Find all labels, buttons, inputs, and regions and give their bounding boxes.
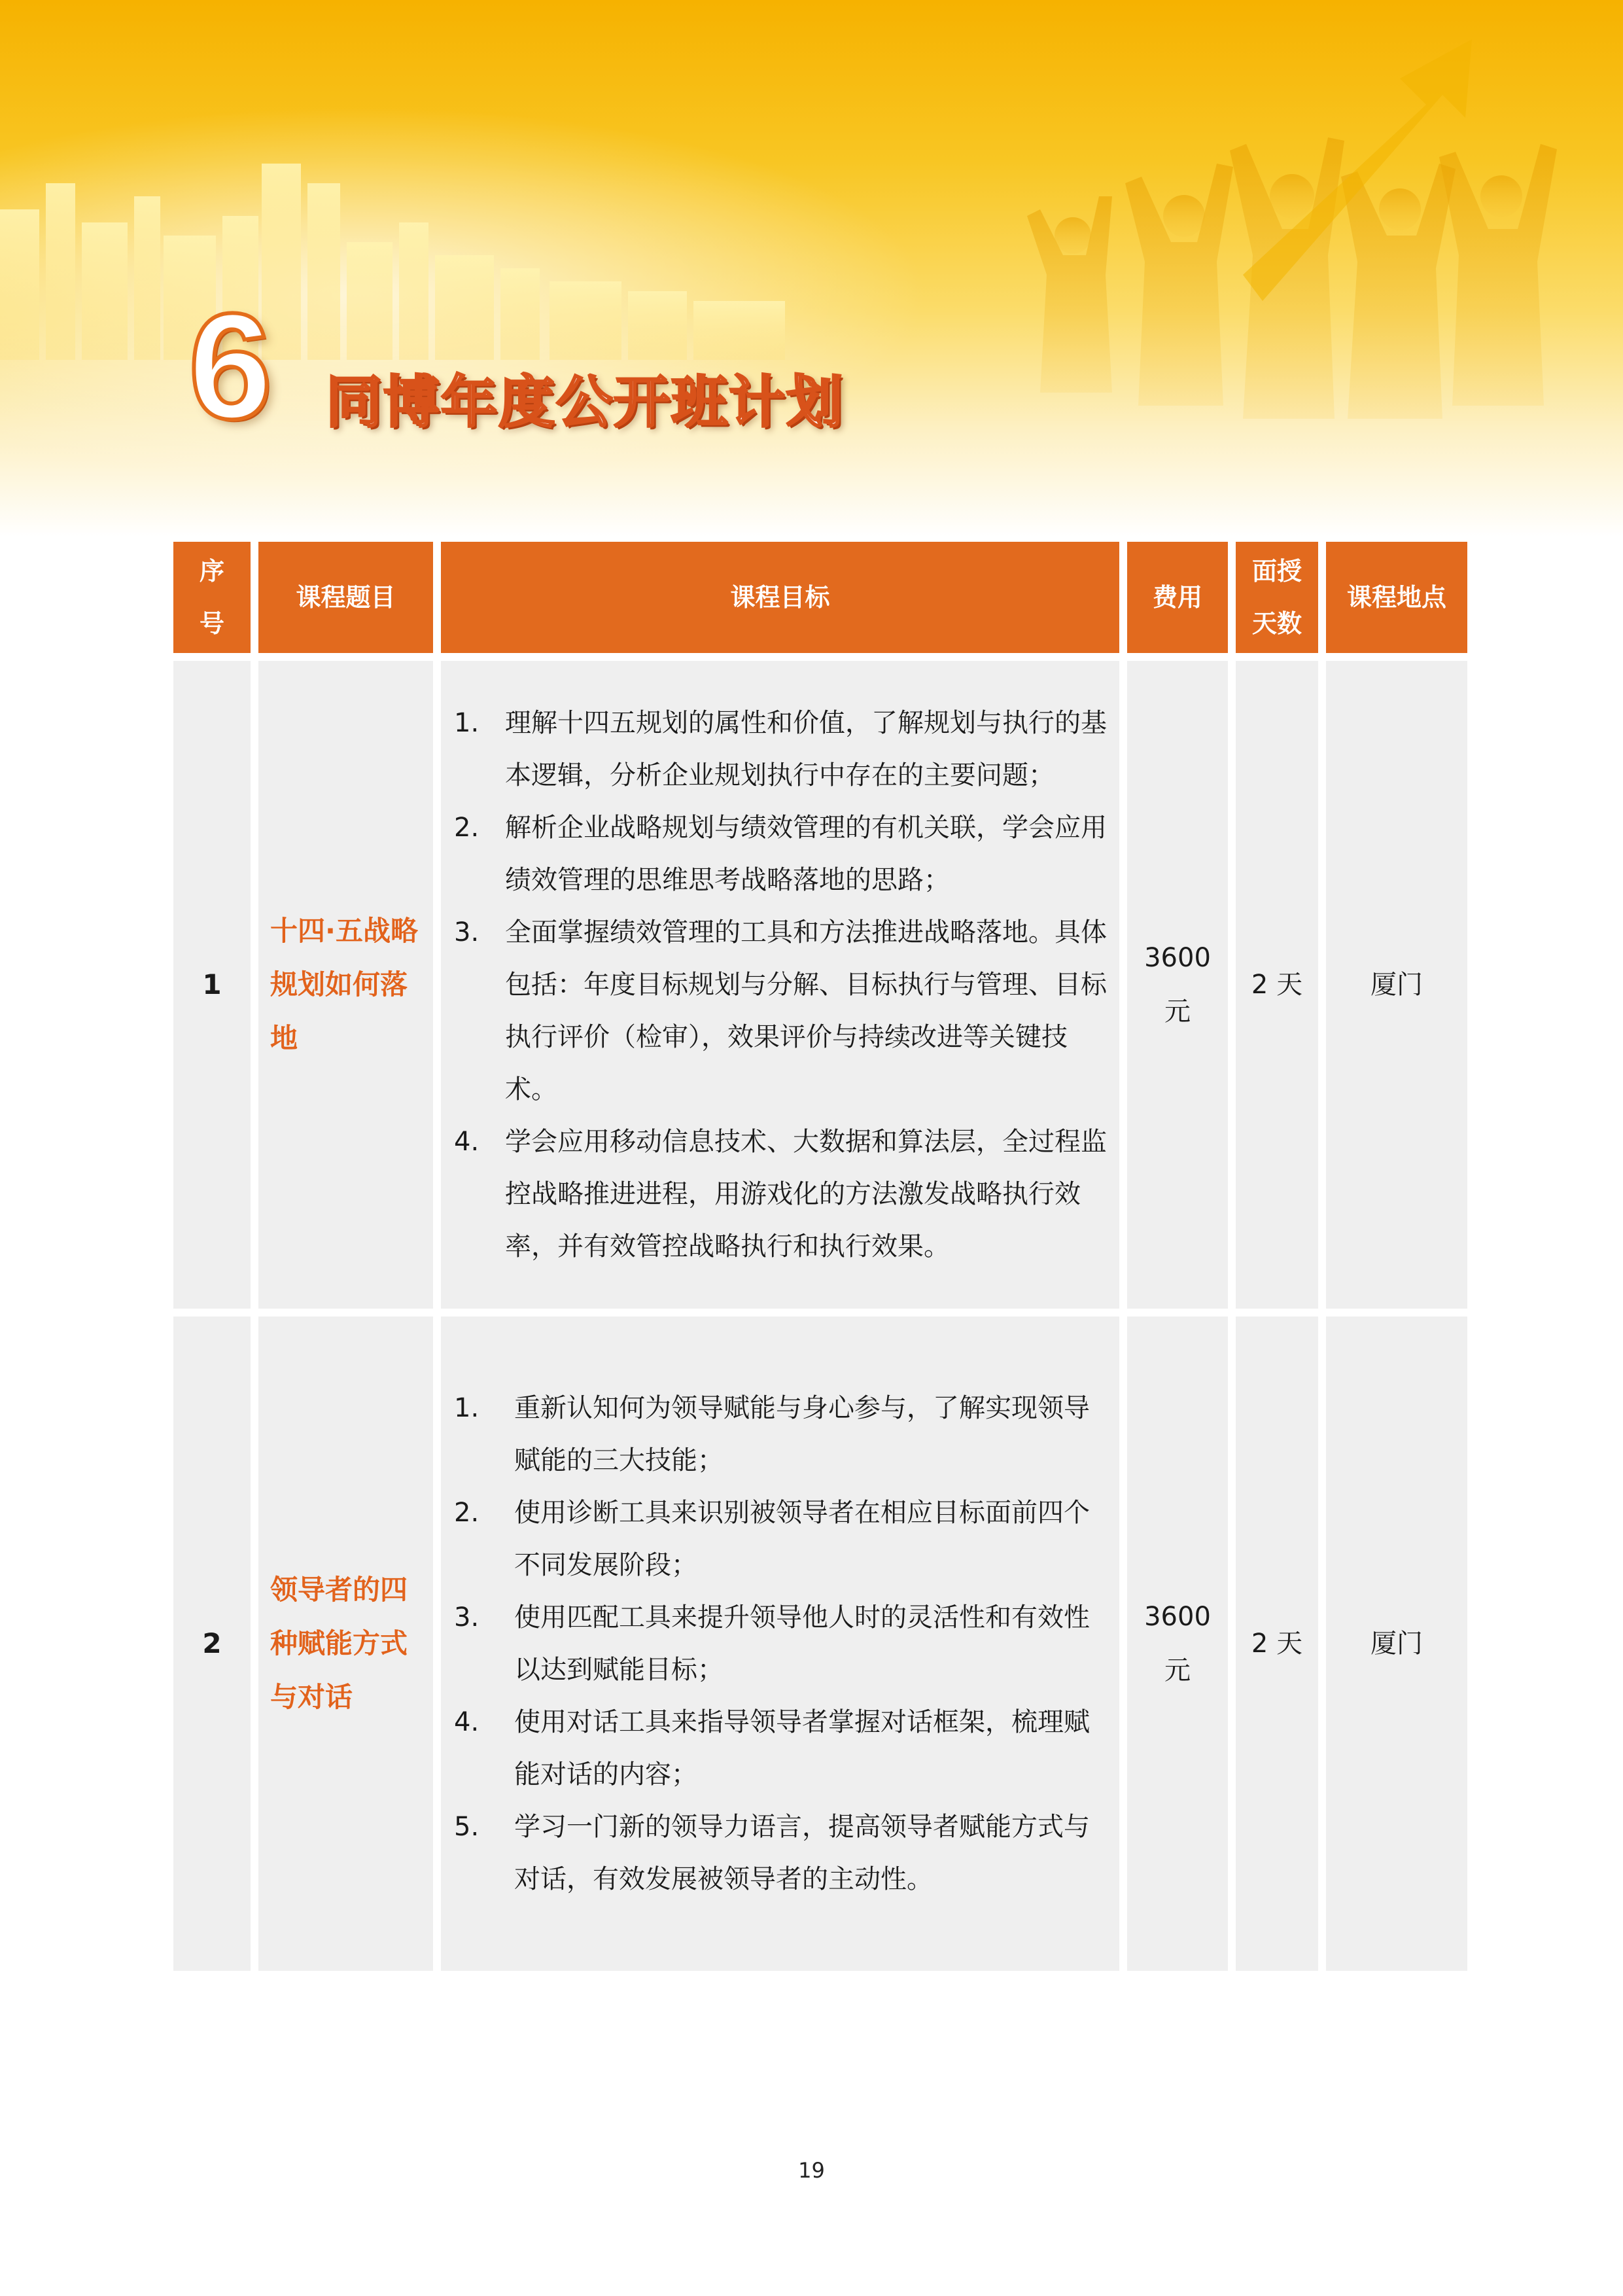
goal-text: 使用对话工具来指导领导者掌握对话框架，梳理赋能对话的内容； (514, 1707, 1090, 1790)
row1-fee (1127, 661, 1228, 1309)
goal-item (454, 1801, 1108, 1905)
goal-number: 5. (454, 1812, 480, 1842)
row2-location: 厦门 (1326, 1316, 1467, 1971)
header-days (1236, 542, 1318, 653)
goal-text: 解析企业战略规划与绩效管理的有机关联，学会应用绩效管理的思维思考战略落地的思路； (505, 813, 1107, 895)
goal-item (454, 1591, 1108, 1696)
row1-fee-value: 3600元 (1144, 943, 1211, 1027)
row2-days: 2 天 (1236, 1316, 1318, 1971)
header-index-label: 序号 (199, 557, 224, 638)
goal-item (454, 906, 1108, 1116)
row1-goal-list (454, 697, 1108, 1273)
goal-text: 学会应用移动信息技术、大数据和算法层，全过程监控战略推进进程，用游戏化的方法激发战略执行效率，并有效管控战略执行和执行效果。 (505, 1127, 1107, 1262)
course-schedule-table (173, 542, 1449, 1971)
header-banner (0, 0, 1623, 537)
header-goals: 课程目标 (441, 542, 1119, 653)
page-number: 19 (798, 2158, 825, 2183)
header-course: 课程题目 (258, 542, 433, 653)
header-location: 课程地点 (1326, 542, 1467, 653)
row1-goals (441, 661, 1119, 1309)
section-number: 6 (188, 282, 272, 450)
row2-fee-value: 3600元 (1144, 1602, 1211, 1686)
row2-course-title: 领导者的四种赋能方式与对话 (258, 1316, 433, 1971)
goal-number: 4. (454, 1127, 480, 1157)
row2-index: 2 (173, 1316, 251, 1971)
goal-text: 学习一门新的领导力语言，提高领导者赋能方式与对话，有效发展被领导者的主动性。 (514, 1812, 1090, 1894)
row2-fee (1127, 1316, 1228, 1971)
goal-number: 3. (454, 917, 480, 947)
goal-number: 4. (454, 1707, 480, 1737)
section-title: 同博年度公开班计划 (326, 370, 844, 435)
goal-item (454, 802, 1108, 906)
goal-item (454, 1382, 1108, 1487)
goal-item (454, 1116, 1108, 1273)
goal-text: 重新认知何为领导赋能与身心参与，了解实现领导赋能的三大技能； (514, 1393, 1090, 1475)
row1-days: 2 天 (1236, 661, 1318, 1309)
goal-text: 使用诊断工具来识别被领导者在相应目标面前四个不同发展阶段； (514, 1498, 1090, 1580)
goal-number: 2. (454, 1498, 480, 1528)
row1-index: 1 (173, 661, 251, 1309)
header-fee: 费用 (1127, 542, 1228, 653)
goal-item (454, 1487, 1108, 1591)
header-days-label: 面授天数 (1251, 557, 1302, 638)
goal-number: 1. (454, 708, 480, 738)
goal-item (454, 697, 1108, 802)
row2-goals (441, 1316, 1119, 1971)
row2-goal-list (454, 1382, 1108, 1905)
goal-text: 全面掌握绩效管理的工具和方法推进战略落地。具体包括：年度目标规划与分解、目标执行与管理、目标执行评价（检审），效果评价与持续改进等关键技术。 (505, 917, 1107, 1104)
goal-number: 1. (454, 1393, 480, 1423)
header-index (173, 542, 251, 653)
goal-text: 理解十四五规划的属性和价值，了解规划与执行的基本逻辑，分析企业规划执行中存在的主要问题； (505, 708, 1107, 790)
goal-text: 使用匹配工具来提升领导他人时的灵活性和有效性以达到赋能目标； (514, 1602, 1090, 1685)
goal-number: 3. (454, 1602, 480, 1633)
goal-item (454, 1696, 1108, 1801)
goal-number: 2. (454, 813, 480, 843)
row1-location: 厦门 (1326, 661, 1467, 1309)
banner-illustration (0, 0, 1623, 537)
row1-course-title: 十四·五战略规划如何落地 (258, 661, 433, 1309)
